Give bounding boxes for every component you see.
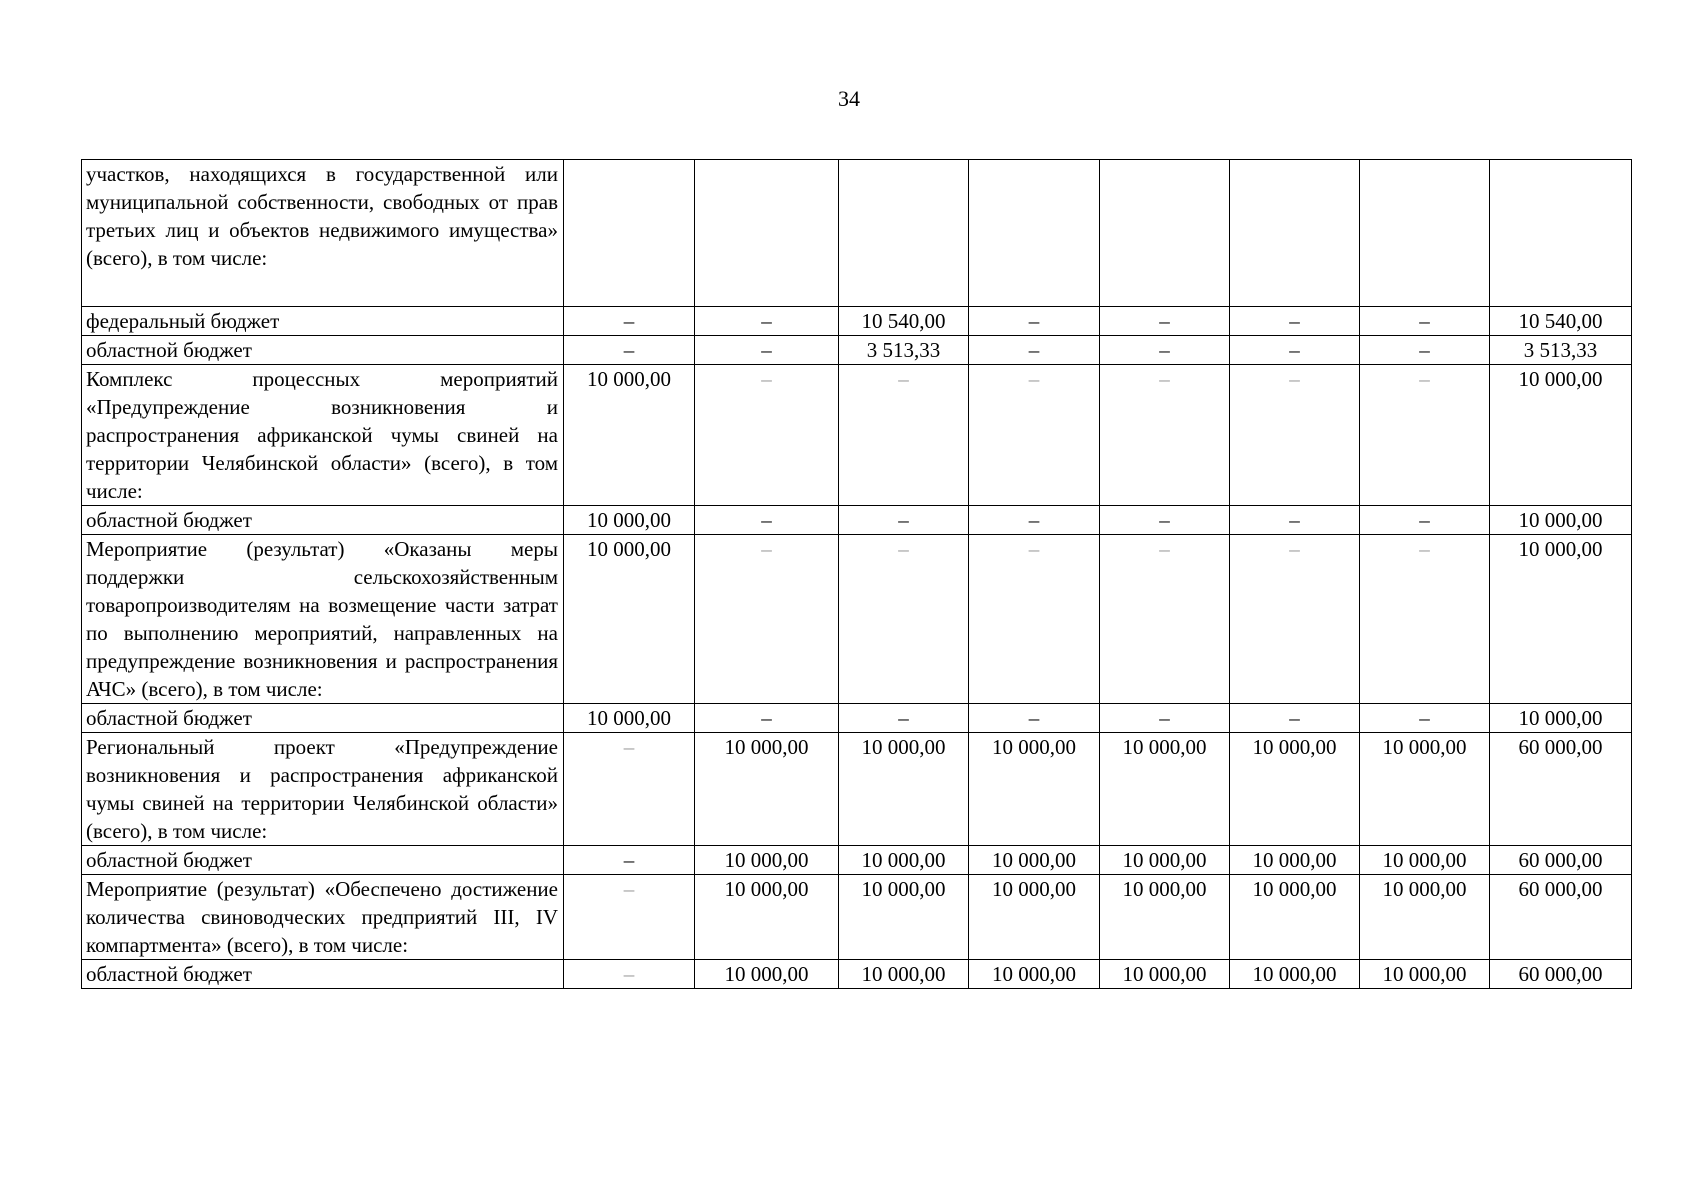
table-row <box>82 365 1632 506</box>
row-total-cell: 10 540,00 <box>1490 307 1632 336</box>
value-cell: – <box>1100 336 1230 365</box>
value-cell: 10 000,00 <box>1100 846 1230 875</box>
value-cell: – <box>1100 535 1230 704</box>
value-cell: – <box>969 704 1100 733</box>
row-label: областной бюджет <box>82 704 564 733</box>
value-cell: – <box>839 535 969 704</box>
row-label: федеральный бюджет <box>82 307 564 336</box>
value-cell: – <box>564 846 695 875</box>
value-cell <box>695 160 839 307</box>
value-cell: 3 513,33 <box>839 336 969 365</box>
value-cell: – <box>1360 506 1490 535</box>
value-cell: 10 540,00 <box>839 307 969 336</box>
value-cell: 10 000,00 <box>969 846 1100 875</box>
value-cell: – <box>1230 704 1360 733</box>
value-cell: 10 000,00 <box>839 875 969 960</box>
value-cell: – <box>839 365 969 506</box>
value-cell: 10 000,00 <box>1100 875 1230 960</box>
table-row <box>82 846 1632 875</box>
value-cell: 10 000,00 <box>1100 733 1230 846</box>
table-row <box>82 336 1632 365</box>
row-label: областной бюджет <box>82 846 564 875</box>
value-cell: 10 000,00 <box>969 960 1100 989</box>
value-cell <box>1230 160 1360 307</box>
value-cell: 10 000,00 <box>1100 960 1230 989</box>
value-cell: – <box>1360 704 1490 733</box>
table-row <box>82 875 1632 960</box>
value-cell: 10 000,00 <box>1230 846 1360 875</box>
table-row <box>82 704 1632 733</box>
value-cell: – <box>1360 365 1490 506</box>
row-total-cell: 10 000,00 <box>1490 365 1632 506</box>
value-cell: 10 000,00 <box>1360 733 1490 846</box>
table-row <box>82 307 1632 336</box>
value-cell: 10 000,00 <box>969 875 1100 960</box>
value-cell: – <box>1230 365 1360 506</box>
value-cell: – <box>564 960 695 989</box>
value-cell: – <box>1360 336 1490 365</box>
value-cell <box>1360 160 1490 307</box>
value-cell: – <box>969 307 1100 336</box>
value-cell: – <box>969 365 1100 506</box>
value-cell: – <box>564 307 695 336</box>
value-cell: – <box>969 336 1100 365</box>
value-cell <box>969 160 1100 307</box>
value-cell: – <box>969 535 1100 704</box>
value-cell: 10 000,00 <box>695 960 839 989</box>
value-cell: – <box>1100 307 1230 336</box>
page-number: 34 <box>838 86 860 111</box>
value-cell: – <box>1230 535 1360 704</box>
row-label: Мероприятие (результат) «Оказаны меры поддержки сельскохозяйственным товаропроизводителям на возмещение части затрат по выполнению мероприятий, направленных на предупреждение возникновения и распространения АЧС» (всего), в том числе: <box>82 535 564 704</box>
value-cell: 10 000,00 <box>1230 875 1360 960</box>
value-cell: – <box>1100 704 1230 733</box>
table-row <box>82 733 1632 846</box>
value-cell: 10 000,00 <box>695 846 839 875</box>
value-cell: 10 000,00 <box>564 535 695 704</box>
value-cell: – <box>1230 336 1360 365</box>
value-cell: 10 000,00 <box>564 506 695 535</box>
value-cell: 10 000,00 <box>1360 875 1490 960</box>
row-label: Региональный проект «Предупреждение возникновения и распространения африканской чумы свиней на территории Челябинской области» (всего), в том числе: <box>82 733 564 846</box>
value-cell: – <box>969 506 1100 535</box>
row-total-cell: 3 513,33 <box>1490 336 1632 365</box>
row-label: Мероприятие (результат) «Обеспечено достижение количества свиноводческих предприятий III, IV компартмента» (всего), в том числе: <box>82 875 564 960</box>
row-total-cell <box>1490 160 1632 307</box>
row-total-cell: 10 000,00 <box>1490 535 1632 704</box>
value-cell: – <box>1100 506 1230 535</box>
value-cell: 10 000,00 <box>839 960 969 989</box>
table-row <box>82 535 1632 704</box>
value-cell: 10 000,00 <box>1230 960 1360 989</box>
budget-table-body <box>82 160 1632 989</box>
value-cell: – <box>695 535 839 704</box>
value-cell: – <box>564 336 695 365</box>
table-row <box>82 960 1632 989</box>
row-total-cell: 60 000,00 <box>1490 846 1632 875</box>
row-label: областной бюджет <box>82 506 564 535</box>
value-cell: 10 000,00 <box>1360 846 1490 875</box>
value-cell: – <box>564 875 695 960</box>
value-cell: 10 000,00 <box>695 875 839 960</box>
value-cell: 10 000,00 <box>564 365 695 506</box>
value-cell: – <box>695 365 839 506</box>
value-cell: 10 000,00 <box>839 846 969 875</box>
row-total-cell: 60 000,00 <box>1490 960 1632 989</box>
value-cell: – <box>1230 506 1360 535</box>
value-cell: – <box>695 704 839 733</box>
row-total-cell: 10 000,00 <box>1490 704 1632 733</box>
table-row <box>82 160 1632 307</box>
value-cell: 10 000,00 <box>695 733 839 846</box>
value-cell: – <box>695 336 839 365</box>
value-cell: – <box>1100 365 1230 506</box>
row-label: областной бюджет <box>82 336 564 365</box>
row-total-cell: 60 000,00 <box>1490 875 1632 960</box>
value-cell: 10 000,00 <box>1360 960 1490 989</box>
row-label: Комплекс процессных мероприятий «Предупреждение возникновения и распространения африканской чумы свиней на территории Челябинской области» (всего), в том числе: <box>82 365 564 506</box>
budget-table <box>81 159 1632 989</box>
value-cell <box>1100 160 1230 307</box>
value-cell: – <box>839 704 969 733</box>
row-total-cell: 60 000,00 <box>1490 733 1632 846</box>
value-cell: – <box>1230 307 1360 336</box>
table-row <box>82 506 1632 535</box>
row-label: участков, находящихся в государственной или муниципальной собственности, свободных от прав третьих лиц и объектов недвижимого имущества» (всего), в том числе: <box>82 160 564 307</box>
value-cell: – <box>695 506 839 535</box>
value-cell: – <box>1360 535 1490 704</box>
value-cell: 10 000,00 <box>564 704 695 733</box>
value-cell: 10 000,00 <box>839 733 969 846</box>
value-cell: 10 000,00 <box>969 733 1100 846</box>
value-cell: – <box>839 506 969 535</box>
value-cell: – <box>1360 307 1490 336</box>
value-cell <box>564 160 695 307</box>
row-label: областной бюджет <box>82 960 564 989</box>
value-cell: 10 000,00 <box>1230 733 1360 846</box>
row-total-cell: 10 000,00 <box>1490 506 1632 535</box>
value-cell <box>839 160 969 307</box>
value-cell: – <box>564 733 695 846</box>
value-cell: – <box>695 307 839 336</box>
